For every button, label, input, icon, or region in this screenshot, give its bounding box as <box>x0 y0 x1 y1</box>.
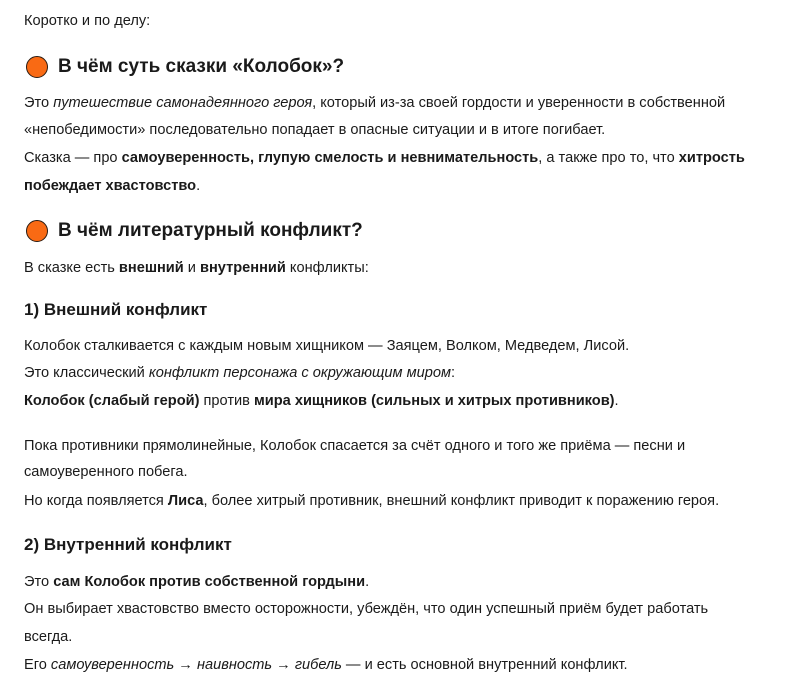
paragraph-line <box>24 11 150 31</box>
text-run: Это <box>24 574 54 590</box>
text-run: Его <box>24 657 51 673</box>
text-run: , который из-за своей гордости и уверенности в собственной <box>312 95 726 111</box>
paragraph-line <box>24 148 745 168</box>
paragraph-line <box>24 462 188 482</box>
text-run: → <box>174 657 197 673</box>
paragraph-line <box>24 176 200 196</box>
paragraph-line <box>24 391 619 411</box>
paragraph-line <box>24 363 455 383</box>
section-heading <box>58 54 344 80</box>
text-run: Это <box>24 95 54 111</box>
paragraph-line <box>24 627 72 647</box>
text-run: 1) Внешний конфликт <box>24 300 208 319</box>
paragraph-line <box>24 93 725 113</box>
text-run: Сказка — про <box>24 150 122 166</box>
text-run: . <box>614 393 619 409</box>
text-run: : <box>450 365 456 381</box>
text-run: Колобок сталкивается с каждым новым хищником — Заяцем, Волком, Медведем, Лисой. <box>24 338 630 354</box>
paragraph-line <box>24 436 685 456</box>
paragraph-line <box>24 120 605 140</box>
text-run: Это классический <box>24 365 149 381</box>
section-heading <box>58 218 363 244</box>
text-run: Но когда появляется <box>24 493 168 509</box>
text-run: В чём литературный конфликт? <box>58 220 363 241</box>
text-run: → <box>272 657 295 673</box>
bold-text: внутренний <box>200 260 286 276</box>
subsection-heading <box>24 533 232 557</box>
text-run: Коротко и по делу: <box>24 13 151 29</box>
text-run: , а также про то, что <box>538 150 679 166</box>
text-run: 2) Внутренний конфликт <box>24 535 232 554</box>
text-run: В чём суть сказки «Колобок»? <box>58 56 345 77</box>
paragraph-line <box>24 599 708 619</box>
text-run: В сказке есть <box>24 260 119 276</box>
italic-text: путешествие самонадеянного героя <box>53 95 313 111</box>
bold-text: Колобок (слабый герой) <box>24 393 200 409</box>
bold-text: внешний <box>118 260 184 276</box>
bold-text: самоуверенность, глупую смелость и невнимательность <box>121 150 539 166</box>
bold-text: Лиса <box>167 493 204 509</box>
text-run: Он выбирает хвастовство вместо осторожности, убеждён, что один успешный приём будет работать <box>24 601 709 617</box>
text-run: против <box>199 393 254 409</box>
text-run: «непобедимости» последовательно попадает в опасные ситуации и в итоге погибает. <box>24 122 606 138</box>
bold-text: сам Колобок против собственной гордыни <box>53 574 366 590</box>
text-run: самоуверенного побега. <box>24 464 188 480</box>
italic-text: самоуверенность <box>50 657 175 673</box>
text-run: конфликты: <box>285 260 369 276</box>
bold-text: хитрость <box>678 150 745 166</box>
paragraph-line <box>24 336 629 356</box>
text-run: . <box>196 178 201 194</box>
text-run: . <box>365 574 370 590</box>
orange-circle-icon <box>26 56 48 78</box>
italic-text: конфликт персонажа с окружающим миром <box>148 365 451 381</box>
paragraph-line <box>24 491 719 511</box>
paragraph-line <box>24 655 628 675</box>
bold-text: мира хищников (сильных и хитрых противников) <box>253 393 615 409</box>
text-run: и <box>183 260 201 276</box>
text-run: всегда. <box>24 629 73 645</box>
text-run: Пока противники прямолинейные, Колобок спасается за счёт одного и того же приёма — песни и <box>24 438 686 454</box>
text-run: , более хитрый противник, внешний конфликт приводит к поражению героя. <box>203 493 720 509</box>
orange-circle-icon <box>26 220 48 242</box>
paragraph-line <box>24 572 369 592</box>
italic-text: наивность <box>196 657 273 673</box>
italic-text: гибель <box>294 657 342 673</box>
text-run: — и есть основной внутренний конфликт. <box>341 657 628 673</box>
subsection-heading <box>24 298 207 322</box>
bold-text: побеждает хвастовство <box>24 178 197 194</box>
paragraph-line <box>24 258 369 278</box>
